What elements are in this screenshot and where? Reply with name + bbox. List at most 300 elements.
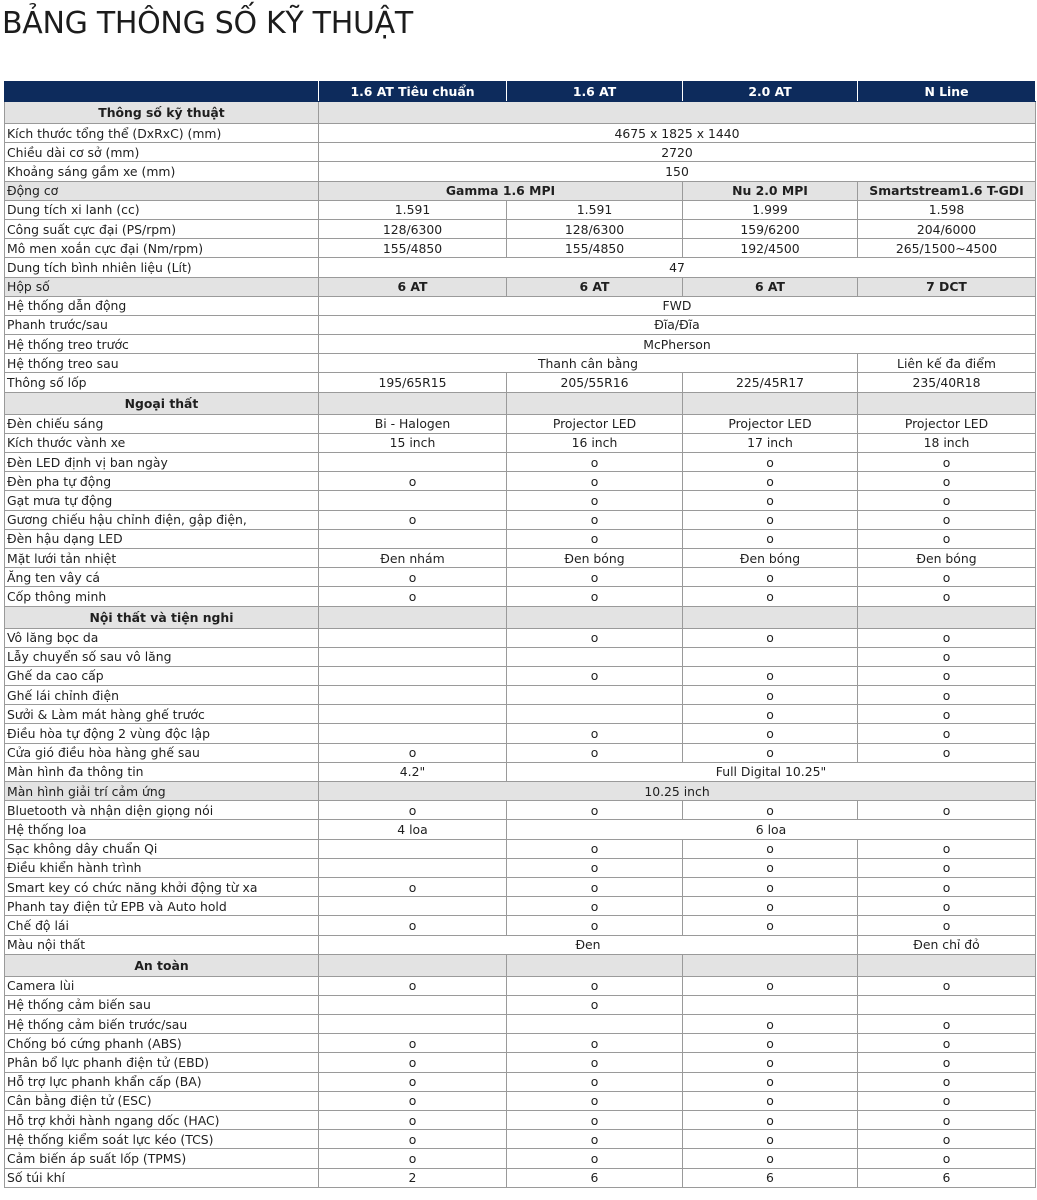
header-cell-16at-tieu-chuan: 1.6 AT Tiêu chuẩn bbox=[319, 81, 507, 102]
table-row bbox=[5, 705, 1036, 724]
section-header-row bbox=[5, 102, 1036, 124]
table-row bbox=[5, 258, 1036, 277]
row-label: Công suất cực đại (PS/rpm) bbox=[5, 219, 319, 238]
row-value-cell: 2 bbox=[319, 1168, 507, 1187]
row-value-cell: o bbox=[858, 1034, 1036, 1053]
row-value-cell: o bbox=[683, 1091, 858, 1110]
page-title: BẢNG THÔNG SỐ KỸ THUẬT bbox=[2, 6, 413, 41]
row-label: Đèn LED định vị ban ngày bbox=[5, 453, 319, 472]
section-title: Thông số kỹ thuật bbox=[5, 102, 319, 124]
row-label: Hệ thống loa bbox=[5, 820, 319, 839]
row-label: Thông số lốp bbox=[5, 373, 319, 392]
table-row bbox=[5, 686, 1036, 705]
row-value-cell: o bbox=[683, 724, 858, 743]
table-row bbox=[5, 1130, 1036, 1149]
table-row bbox=[5, 335, 1036, 354]
row-value-cell bbox=[319, 1015, 507, 1034]
table-row bbox=[5, 935, 1036, 954]
row-label: Đèn hậu dạng LED bbox=[5, 529, 319, 548]
table-row bbox=[5, 1015, 1036, 1034]
row-value-cell: o bbox=[858, 686, 1036, 705]
row-value-cell: Thanh cân bằng bbox=[319, 354, 858, 373]
row-value-cell: o bbox=[507, 628, 683, 647]
row-value-cell: 16 inch bbox=[507, 433, 683, 452]
row-value-cell bbox=[319, 858, 507, 877]
row-value-cell: o bbox=[858, 877, 1036, 896]
row-value-cell bbox=[858, 606, 1036, 628]
table-row bbox=[5, 239, 1036, 258]
row-label: Kích thước vành xe bbox=[5, 433, 319, 452]
table-row bbox=[5, 453, 1036, 472]
section-header-row bbox=[5, 954, 1036, 976]
row-value-cell: Nu 2.0 MPI bbox=[683, 181, 858, 200]
table-row bbox=[5, 839, 1036, 858]
row-value-cell: o bbox=[683, 510, 858, 529]
row-label: Động cơ bbox=[5, 181, 319, 200]
row-value-cell bbox=[319, 705, 507, 724]
row-value-cell: o bbox=[683, 1072, 858, 1091]
row-value-cell: 155/4850 bbox=[319, 239, 507, 258]
table-row bbox=[5, 724, 1036, 743]
row-value-cell: o bbox=[507, 724, 683, 743]
row-label: Dung tích bình nhiên liệu (Lít) bbox=[5, 258, 319, 277]
section-title: Nội thất và tiện nghi bbox=[5, 606, 319, 628]
row-label: Ghế lái chỉnh điện bbox=[5, 686, 319, 705]
table-row bbox=[5, 628, 1036, 647]
row-value-cell: Full Digital 10.25" bbox=[507, 762, 1036, 781]
row-value-cell: o bbox=[858, 568, 1036, 587]
row-value-cell: 155/4850 bbox=[507, 239, 683, 258]
row-value-cell: o bbox=[319, 877, 507, 896]
table-row bbox=[5, 1034, 1036, 1053]
table-row bbox=[5, 548, 1036, 567]
row-value-cell: 6 AT bbox=[683, 277, 858, 296]
table-row bbox=[5, 976, 1036, 995]
row-value-cell: o bbox=[319, 510, 507, 529]
row-value-cell: o bbox=[507, 1091, 683, 1110]
table-row bbox=[5, 529, 1036, 548]
row-value-cell: Projector LED bbox=[507, 414, 683, 433]
row-label: Cảm biến áp suất lốp (TPMS) bbox=[5, 1149, 319, 1168]
row-label: Cửa gió điều hòa hàng ghế sau bbox=[5, 743, 319, 762]
row-value-cell: o bbox=[683, 529, 858, 548]
row-value-cell: o bbox=[858, 1015, 1036, 1034]
row-value-cell: o bbox=[507, 801, 683, 820]
row-label: Camera lùi bbox=[5, 976, 319, 995]
table-row bbox=[5, 647, 1036, 666]
row-value-cell bbox=[507, 1015, 683, 1034]
section-title: An toàn bbox=[5, 954, 319, 976]
table-row bbox=[5, 1053, 1036, 1072]
row-value-cell: o bbox=[683, 897, 858, 916]
row-value-cell: o bbox=[683, 877, 858, 896]
table-row bbox=[5, 782, 1036, 801]
row-value-cell: 128/6300 bbox=[319, 219, 507, 238]
row-value-cell: Projector LED bbox=[858, 414, 1036, 433]
row-label: Hệ thống cảm biến trước/sau bbox=[5, 1015, 319, 1034]
row-value-cell: o bbox=[319, 801, 507, 820]
row-value-cell bbox=[858, 392, 1036, 414]
row-label: Hệ thống treo trước bbox=[5, 335, 319, 354]
row-value-cell bbox=[507, 705, 683, 724]
row-label: Chống bó cứng phanh (ABS) bbox=[5, 1034, 319, 1053]
row-value-cell: o bbox=[319, 916, 507, 935]
row-value-cell: o bbox=[858, 491, 1036, 510]
row-label: Đèn chiếu sáng bbox=[5, 414, 319, 433]
row-label: Màu nội thất bbox=[5, 935, 319, 954]
row-value-cell: Đen nhám bbox=[319, 548, 507, 567]
row-value-cell: o bbox=[683, 453, 858, 472]
row-value-cell: o bbox=[683, 839, 858, 858]
row-value-cell: o bbox=[319, 743, 507, 762]
row-label: Kích thước tổng thể (DxRxC) (mm) bbox=[5, 124, 319, 143]
row-value-cell: o bbox=[858, 705, 1036, 724]
row-label: Hỗ trợ khởi hành ngang dốc (HAC) bbox=[5, 1111, 319, 1130]
row-value-cell bbox=[507, 954, 683, 976]
row-value-cell: FWD bbox=[319, 296, 1036, 315]
row-label: Sạc không dây chuẩn Qi bbox=[5, 839, 319, 858]
row-value-cell bbox=[319, 839, 507, 858]
table-row bbox=[5, 277, 1036, 296]
row-value-cell: 4675 x 1825 x 1440 bbox=[319, 124, 1036, 143]
row-label: Số túi khí bbox=[5, 1168, 319, 1187]
row-value-cell bbox=[319, 666, 507, 685]
table-row bbox=[5, 472, 1036, 491]
row-value-cell: o bbox=[858, 666, 1036, 685]
row-label: Màn hình giải trí cảm ứng bbox=[5, 782, 319, 801]
row-value-cell: o bbox=[507, 1034, 683, 1053]
row-value-cell bbox=[319, 954, 507, 976]
row-value-cell bbox=[507, 606, 683, 628]
row-label: Gương chiếu hậu chỉnh điện, gập điện, bbox=[5, 510, 319, 529]
row-value-cell: o bbox=[683, 628, 858, 647]
table-row bbox=[5, 743, 1036, 762]
row-label: Chiều dài cơ sở (mm) bbox=[5, 143, 319, 162]
header-cell-20at: 2.0 AT bbox=[683, 81, 858, 102]
row-value-cell: o bbox=[319, 568, 507, 587]
row-label: Hệ thống dẫn động bbox=[5, 296, 319, 315]
row-value-cell: o bbox=[507, 897, 683, 916]
table-row bbox=[5, 373, 1036, 392]
row-value-cell: o bbox=[683, 801, 858, 820]
row-value-cell: Đen bbox=[319, 935, 858, 954]
row-value-cell bbox=[683, 606, 858, 628]
row-value-cell: o bbox=[858, 1091, 1036, 1110]
row-value-cell: 235/40R18 bbox=[858, 373, 1036, 392]
row-value-cell: o bbox=[319, 976, 507, 995]
table-row bbox=[5, 143, 1036, 162]
row-label: Hệ thống treo sau bbox=[5, 354, 319, 373]
row-value-cell bbox=[683, 647, 858, 666]
row-value-cell: o bbox=[858, 1111, 1036, 1130]
row-value-cell: o bbox=[507, 995, 683, 1014]
row-value-cell: o bbox=[683, 916, 858, 935]
row-value-cell: Đen chỉ đỏ bbox=[858, 935, 1036, 954]
row-value-cell: 6 AT bbox=[507, 277, 683, 296]
row-value-cell: 204/6000 bbox=[858, 219, 1036, 238]
row-value-cell bbox=[507, 686, 683, 705]
row-value-cell bbox=[858, 995, 1036, 1014]
row-value-cell: o bbox=[858, 743, 1036, 762]
row-value-cell: Đen bóng bbox=[683, 548, 858, 567]
row-value-cell: o bbox=[858, 647, 1036, 666]
row-value-cell: o bbox=[683, 686, 858, 705]
row-value-cell bbox=[683, 392, 858, 414]
row-value-cell: 7 DCT bbox=[858, 277, 1036, 296]
row-value-cell: 18 inch bbox=[858, 433, 1036, 452]
row-value-cell: o bbox=[319, 1111, 507, 1130]
table-row bbox=[5, 666, 1036, 685]
row-value-cell: o bbox=[319, 472, 507, 491]
row-value-cell: o bbox=[507, 491, 683, 510]
table-row bbox=[5, 433, 1036, 452]
row-label: Điều khiển hành trình bbox=[5, 858, 319, 877]
row-value-cell: o bbox=[683, 705, 858, 724]
row-label: Hệ thống kiểm soát lực kéo (TCS) bbox=[5, 1130, 319, 1149]
table-row bbox=[5, 354, 1036, 373]
row-value-cell: 10.25 inch bbox=[319, 782, 1036, 801]
header-cell-16at: 1.6 AT bbox=[507, 81, 683, 102]
spec-table-header-row bbox=[5, 81, 1036, 102]
row-label: Sưởi & Làm mát hàng ghế trước bbox=[5, 705, 319, 724]
row-value-cell: 150 bbox=[319, 162, 1036, 181]
table-row bbox=[5, 916, 1036, 935]
row-value-cell: o bbox=[319, 1091, 507, 1110]
row-value-cell: o bbox=[319, 1130, 507, 1149]
table-row bbox=[5, 510, 1036, 529]
row-value-cell: o bbox=[683, 666, 858, 685]
row-value-cell: o bbox=[507, 839, 683, 858]
row-value-cell: o bbox=[319, 1034, 507, 1053]
row-value-cell: o bbox=[683, 1034, 858, 1053]
row-value-cell bbox=[319, 453, 507, 472]
row-value-cell: o bbox=[858, 1072, 1036, 1091]
row-label: Phân bổ lực phanh điện tử (EBD) bbox=[5, 1053, 319, 1072]
row-value-cell: 6 bbox=[683, 1168, 858, 1187]
row-value-cell: o bbox=[858, 976, 1036, 995]
row-value-cell: o bbox=[858, 453, 1036, 472]
table-row bbox=[5, 762, 1036, 781]
row-value-cell: 225/45R17 bbox=[683, 373, 858, 392]
table-row bbox=[5, 877, 1036, 896]
row-value-cell: 6 loa bbox=[507, 820, 1036, 839]
row-label: Hộp số bbox=[5, 277, 319, 296]
row-value-cell: o bbox=[683, 1111, 858, 1130]
row-label: Ăng ten vây cá bbox=[5, 568, 319, 587]
table-row bbox=[5, 1091, 1036, 1110]
row-value-cell: 1.999 bbox=[683, 200, 858, 219]
row-value-cell: o bbox=[858, 724, 1036, 743]
row-value-cell: o bbox=[507, 877, 683, 896]
section-header-row bbox=[5, 606, 1036, 628]
row-value-cell: McPherson bbox=[319, 335, 1036, 354]
row-value-cell: 1.598 bbox=[858, 200, 1036, 219]
row-label: Hệ thống cảm biến sau bbox=[5, 995, 319, 1014]
row-label: Dung tích xi lanh (cc) bbox=[5, 200, 319, 219]
row-value-cell bbox=[319, 724, 507, 743]
row-value-cell: Bi - Halogen bbox=[319, 414, 507, 433]
row-value-cell: 265/1500~4500 bbox=[858, 239, 1036, 258]
row-value-cell: o bbox=[507, 587, 683, 606]
row-value-cell bbox=[319, 491, 507, 510]
row-value-cell: o bbox=[507, 858, 683, 877]
row-value-cell bbox=[858, 954, 1036, 976]
row-value-cell: 4.2" bbox=[319, 762, 507, 781]
row-value-cell: Đĩa/Đĩa bbox=[319, 315, 1036, 334]
row-value-cell: 6 AT bbox=[319, 277, 507, 296]
row-value-cell bbox=[319, 529, 507, 548]
row-value-cell: 15 inch bbox=[319, 433, 507, 452]
row-value-cell: o bbox=[319, 1149, 507, 1168]
table-row bbox=[5, 568, 1036, 587]
row-value-cell: o bbox=[858, 1149, 1036, 1168]
row-value-cell: o bbox=[683, 1015, 858, 1034]
row-value-cell: o bbox=[507, 743, 683, 762]
row-value-cell: o bbox=[507, 1149, 683, 1168]
row-value-cell: o bbox=[858, 858, 1036, 877]
row-value-cell: 205/55R16 bbox=[507, 373, 683, 392]
table-row bbox=[5, 801, 1036, 820]
row-value-cell: o bbox=[858, 1053, 1036, 1072]
row-value-cell: o bbox=[507, 976, 683, 995]
table-row bbox=[5, 296, 1036, 315]
row-value-cell: o bbox=[858, 587, 1036, 606]
row-value-cell: o bbox=[507, 453, 683, 472]
table-row bbox=[5, 587, 1036, 606]
row-value-cell: o bbox=[858, 916, 1036, 935]
row-value-cell: o bbox=[858, 1130, 1036, 1149]
row-label: Đèn pha tự động bbox=[5, 472, 319, 491]
row-value-cell: 47 bbox=[319, 258, 1036, 277]
row-value-cell: o bbox=[507, 510, 683, 529]
row-value-cell bbox=[319, 686, 507, 705]
row-value-cell: o bbox=[683, 587, 858, 606]
row-value-cell: o bbox=[683, 568, 858, 587]
row-value-cell: o bbox=[507, 472, 683, 491]
table-row bbox=[5, 1072, 1036, 1091]
table-row bbox=[5, 200, 1036, 219]
row-value-cell: o bbox=[683, 976, 858, 995]
row-label: Phanh trước/sau bbox=[5, 315, 319, 334]
row-value-cell: o bbox=[858, 897, 1036, 916]
row-label: Bluetooth và nhận diện giọng nói bbox=[5, 801, 319, 820]
row-value-cell: o bbox=[683, 491, 858, 510]
row-label: Phanh tay điện tử EPB và Auto hold bbox=[5, 897, 319, 916]
row-value-cell bbox=[507, 647, 683, 666]
row-value-cell: o bbox=[507, 1130, 683, 1149]
row-label: Hỗ trợ lực phanh khẩn cấp (BA) bbox=[5, 1072, 319, 1091]
row-label: Lẫy chuyển số sau vô lăng bbox=[5, 647, 319, 666]
row-value-cell bbox=[683, 954, 858, 976]
row-value-cell: Smartstream1.6 T-GDI bbox=[858, 181, 1036, 200]
header-cell-n-line: N Line bbox=[858, 81, 1036, 102]
row-value-cell: o bbox=[507, 1072, 683, 1091]
row-value-cell: o bbox=[683, 1053, 858, 1072]
row-value-cell: o bbox=[858, 801, 1036, 820]
spec-table-body bbox=[5, 102, 1036, 1188]
row-value-cell: o bbox=[507, 666, 683, 685]
row-label: Khoảng sáng gầm xe (mm) bbox=[5, 162, 319, 181]
row-value-cell: o bbox=[683, 1130, 858, 1149]
row-value-cell bbox=[319, 897, 507, 916]
table-row bbox=[5, 414, 1036, 433]
section-title: Ngoại thất bbox=[5, 392, 319, 414]
table-row bbox=[5, 181, 1036, 200]
row-value-cell: o bbox=[683, 472, 858, 491]
table-row bbox=[5, 897, 1036, 916]
table-row bbox=[5, 491, 1036, 510]
row-label: Ghế da cao cấp bbox=[5, 666, 319, 685]
row-value-cell: o bbox=[319, 1053, 507, 1072]
row-value-cell bbox=[319, 628, 507, 647]
row-value-cell: o bbox=[858, 529, 1036, 548]
table-row bbox=[5, 124, 1036, 143]
table-row bbox=[5, 162, 1036, 181]
row-value-cell: 195/65R15 bbox=[319, 373, 507, 392]
row-value-cell: o bbox=[683, 743, 858, 762]
row-value-cell: o bbox=[858, 510, 1036, 529]
row-value-cell: Đen bóng bbox=[507, 548, 683, 567]
row-label: Cân bằng điện tử (ESC) bbox=[5, 1091, 319, 1110]
row-label: Cốp thông minh bbox=[5, 587, 319, 606]
row-value-cell bbox=[319, 606, 507, 628]
row-value-cell bbox=[319, 647, 507, 666]
row-value-cell: 6 bbox=[858, 1168, 1036, 1187]
row-value-cell: o bbox=[507, 1111, 683, 1130]
spec-table bbox=[4, 80, 1036, 1188]
table-row bbox=[5, 820, 1036, 839]
row-label: Mặt lưới tản nhiệt bbox=[5, 548, 319, 567]
row-value-cell: o bbox=[507, 1053, 683, 1072]
row-value-cell bbox=[683, 995, 858, 1014]
row-label: Chế độ lái bbox=[5, 916, 319, 935]
row-value-cell: o bbox=[683, 1149, 858, 1168]
row-value-cell: 4 loa bbox=[319, 820, 507, 839]
row-value-cell: 192/4500 bbox=[683, 239, 858, 258]
row-label: Điều hòa tự động 2 vùng độc lập bbox=[5, 724, 319, 743]
row-label: Màn hình đa thông tin bbox=[5, 762, 319, 781]
table-row bbox=[5, 219, 1036, 238]
row-value-cell: o bbox=[858, 839, 1036, 858]
row-value-cell: Đen bóng bbox=[858, 548, 1036, 567]
row-value-cell: 2720 bbox=[319, 143, 1036, 162]
table-row bbox=[5, 858, 1036, 877]
row-label: Smart key có chức năng khởi động từ xa bbox=[5, 877, 319, 896]
row-value-cell bbox=[319, 102, 1036, 124]
row-value-cell: o bbox=[507, 529, 683, 548]
row-value-cell: 159/6200 bbox=[683, 219, 858, 238]
table-row bbox=[5, 995, 1036, 1014]
row-value-cell: o bbox=[507, 568, 683, 587]
row-value-cell: o bbox=[507, 916, 683, 935]
row-value-cell: o bbox=[683, 858, 858, 877]
row-value-cell bbox=[319, 392, 507, 414]
row-label: Mô men xoắn cực đại (Nm/rpm) bbox=[5, 239, 319, 258]
section-header-row bbox=[5, 392, 1036, 414]
table-row bbox=[5, 1111, 1036, 1130]
row-value-cell: Liên kế đa điểm bbox=[858, 354, 1036, 373]
table-row bbox=[5, 1168, 1036, 1187]
row-value-cell: 1.591 bbox=[507, 200, 683, 219]
row-value-cell: 128/6300 bbox=[507, 219, 683, 238]
row-value-cell: Projector LED bbox=[683, 414, 858, 433]
row-value-cell: o bbox=[319, 1072, 507, 1091]
row-value-cell: 1.591 bbox=[319, 200, 507, 219]
row-value-cell: o bbox=[858, 472, 1036, 491]
row-value-cell: o bbox=[858, 628, 1036, 647]
row-label: Gạt mưa tự động bbox=[5, 491, 319, 510]
row-value-cell: 6 bbox=[507, 1168, 683, 1187]
